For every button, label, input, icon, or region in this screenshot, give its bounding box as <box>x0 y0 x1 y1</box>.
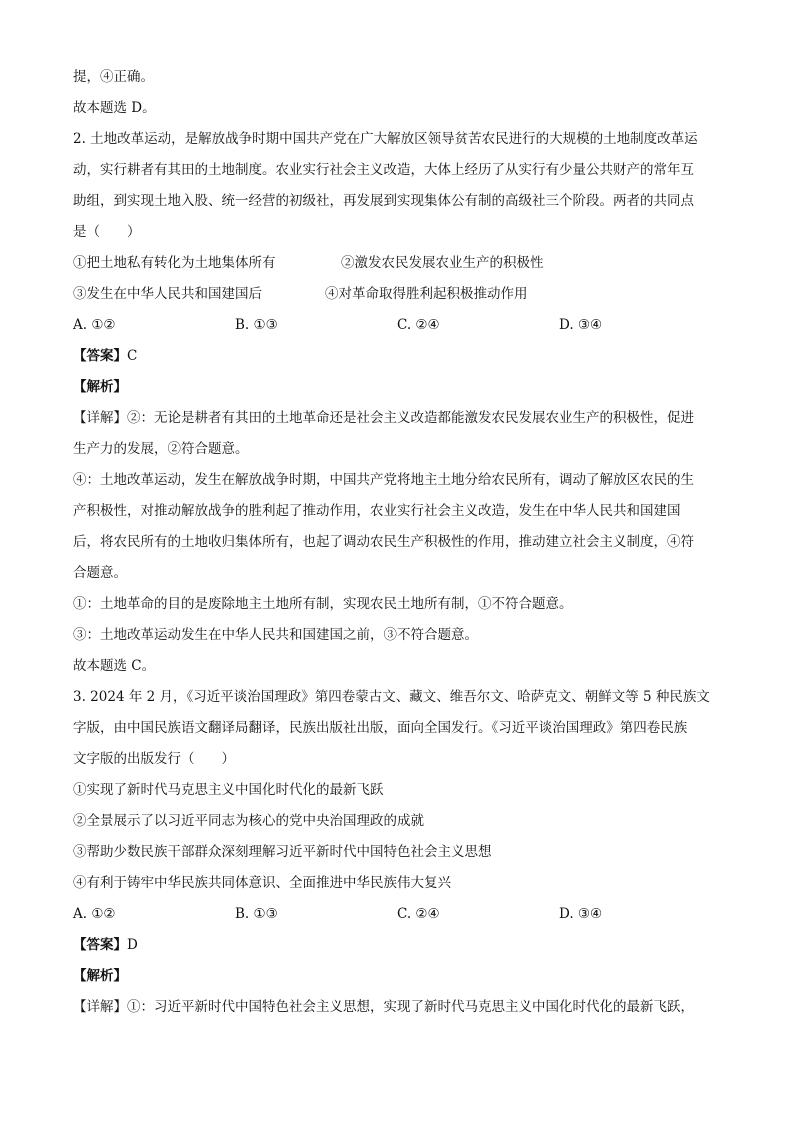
option-item: ①实现了新时代马克思主义中国化时代化的最新飞跃 <box>73 782 384 798</box>
text-line: 故本题选 D。 <box>73 100 156 116</box>
choice-c: C. ②④ <box>397 317 440 333</box>
question-stem-line: 2. 土地改革运动，是解放战争时期中国共产党在广大解放区领导贫苦农民进行的大规模的土地制度改革运 <box>73 131 698 147</box>
document-page <box>73 62 723 1023</box>
option-row <box>73 248 723 279</box>
question-stem-line: 是（ ） <box>73 224 141 240</box>
choice-row <box>73 310 723 341</box>
analysis-tag: 【解析】 <box>73 379 127 395</box>
detail-line: ④：土地改革运动，发生在解放战争时期，中国共产党将地主土地分给农民所有，调动了解放区农民的生 <box>73 472 694 488</box>
question-stem-line: 3. 2024 年 2 月，《习近平谈治国理政》第四卷蒙古文、藏文、维吾尔文、哈萨克文、朝鲜文等 5 种民族文 <box>73 689 710 705</box>
option-item: ④对革命取得胜利起积极推动作用 <box>325 286 528 302</box>
detail-line: ③：土地改革运动发生在中华人民共和国建国之前，③不符合题意。 <box>73 627 478 643</box>
detail-line: 合题意。 <box>73 565 127 581</box>
answer-value: D <box>127 937 138 953</box>
choice-b: B. ①③ <box>235 906 278 922</box>
analysis-tag: 【解析】 <box>73 968 127 984</box>
choice-a: A. ①② <box>73 317 116 333</box>
choice-row <box>73 899 723 930</box>
choice-d: D. ③④ <box>559 906 603 922</box>
choice-b: B. ①③ <box>235 317 278 333</box>
option-item: ③帮助少数民族干部群众深刻理解习近平新时代中国特色社会主义思想 <box>73 844 492 860</box>
detail-line: 产积极性，对推动解放战争的胜利起了推动作用，农业实行社会主义改造，发生在中华人民共和国建国 <box>73 503 681 519</box>
answer-tag: 【答案】 <box>73 348 127 364</box>
option-row <box>73 279 723 310</box>
choice-d: D. ③④ <box>559 317 603 333</box>
detail-line: 故本题选 C。 <box>73 658 156 674</box>
answer-tag: 【答案】 <box>73 937 127 953</box>
detail-line: 【详解】①：习近平新时代中国特色社会主义思想，实现了新时代马克思主义中国化时代化的最新飞跃， <box>73 999 694 1015</box>
detail-line: 生产力的发展，②符合题意。 <box>73 441 249 457</box>
question-2 <box>73 124 723 682</box>
choice-c: C. ②④ <box>397 906 440 922</box>
question-3 <box>73 682 723 1023</box>
option-item: ④有利于铸牢中华民族共同体意识、全面推进中华民族伟大复兴 <box>73 875 451 891</box>
detail-line: 【详解】②：无论是耕者有其田的土地革命还是社会主义改造都能激发农民发展农业生产的积极性，促进 <box>73 410 694 426</box>
question-stem-line: 字版，由中国民族语文翻译局翻译，民族出版社出版，面向全国发行。《习近平谈治国理政》第四卷民族 <box>73 720 688 736</box>
detail-line: 后，将农民所有的土地收归集体所有，也起了调动农民生产积极性的作用，推动建立社会主义制度，④符 <box>73 534 694 550</box>
option-item: ②全景展示了以习近平同志为核心的党中央治国理政的成就 <box>73 813 424 829</box>
detail-line: ①：土地革命的目的是废除地主土地所有制，实现农民土地所有制，①不符合题意。 <box>73 596 573 612</box>
option-item: ②激发农民发展农业生产的积极性 <box>341 255 544 271</box>
question-stem-line: 动，实行耕者有其田的土地制度。农业实行社会主义改造，大体上经历了从实行有少量公共财产的常年互 <box>73 162 694 178</box>
text-line: 提，④正确。 <box>73 69 154 85</box>
option-item: ①把土地私有转化为土地集体所有 <box>73 255 276 271</box>
question-stem-line: 助组，到实现土地入股、统一经营的初级社，再发展到实现集体公有制的高级社三个阶段。两者的共同点 <box>73 193 694 209</box>
choice-a: A. ①② <box>73 906 116 922</box>
question-stem-line: 文字版的出版发行（ ） <box>73 751 235 767</box>
option-item: ③发生在中华人民共和国建国后 <box>73 286 262 302</box>
answer-line <box>73 930 723 961</box>
answer-line <box>73 341 723 372</box>
answer-value: C <box>127 348 138 364</box>
